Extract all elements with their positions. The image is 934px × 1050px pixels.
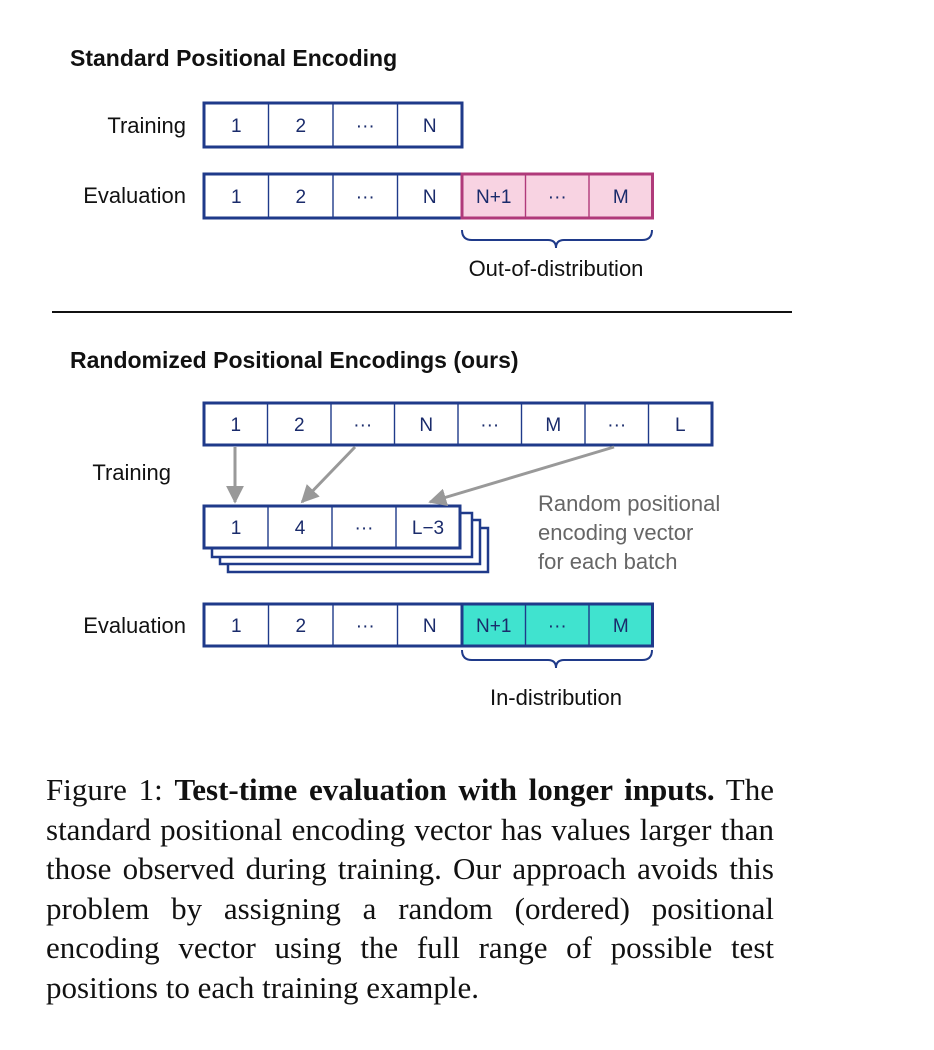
out-of-distribution-brace bbox=[462, 230, 652, 248]
full-range-cell: ··· bbox=[480, 415, 500, 436]
standard-training-cell: ··· bbox=[355, 116, 375, 137]
arrow-2-to-4 bbox=[302, 447, 355, 502]
in-distribution-brace bbox=[462, 650, 652, 668]
note-line-3: for each batch bbox=[538, 549, 678, 574]
randomized-evaluation-sequence bbox=[204, 604, 462, 646]
full-range-cell: 1 bbox=[230, 415, 242, 436]
out-of-distribution-label: Out-of-distribution bbox=[468, 256, 644, 281]
standard-extra-cell: N+1 bbox=[476, 187, 512, 208]
caption-body: The standard positional encoding vector has values larger than those observed during training. Our approach avoids this problem by assigning a random (ordered) positional encoding vector using the full range of possible test positions to each training example. bbox=[46, 772, 774, 1005]
standard-evaluation-sequence bbox=[204, 174, 462, 218]
randomized-evaluation-label: Evaluation bbox=[83, 613, 186, 638]
full-range-sequence bbox=[204, 403, 712, 445]
standard-training-label: Training bbox=[107, 113, 186, 138]
standard-training-sequence bbox=[204, 103, 462, 147]
full-range-cell: M bbox=[545, 415, 562, 436]
randomized-extra-cell: ··· bbox=[547, 616, 567, 637]
randomized-evaluation-cell: ··· bbox=[355, 616, 375, 637]
standard-evaluation-cell: 1 bbox=[230, 187, 242, 208]
note-line-1: Random positional bbox=[538, 491, 721, 516]
sampled-cell: ··· bbox=[354, 518, 374, 539]
randomized-training-label: Training bbox=[92, 460, 171, 485]
caption-bold: Test-time evaluation with longer inputs. bbox=[174, 772, 715, 807]
standard-extra-cell: ··· bbox=[547, 187, 567, 208]
randomized-extra-cell: N+1 bbox=[476, 616, 512, 637]
standard-evaluation-label: Evaluation bbox=[83, 183, 186, 208]
full-range-cell: ··· bbox=[607, 415, 627, 436]
randomized-evaluation-cell: 1 bbox=[230, 616, 242, 637]
figure-caption bbox=[46, 770, 774, 1007]
note-line-2: encoding vector bbox=[538, 520, 694, 545]
sampled-sequence bbox=[204, 506, 460, 548]
full-range-cell: N bbox=[419, 415, 434, 436]
randomized-extra-cell: M bbox=[612, 616, 629, 637]
randomized-title: Randomized Positional Encodings (ours) bbox=[70, 347, 519, 373]
standard-training-cell: N bbox=[422, 116, 437, 137]
standard-out-of-distribution-cells bbox=[462, 174, 653, 218]
full-range-cell: ··· bbox=[353, 415, 373, 436]
sampled-cell: L−3 bbox=[411, 518, 445, 539]
standard-title: Standard Positional Encoding bbox=[70, 45, 398, 71]
standard-evaluation-cell: N bbox=[422, 187, 437, 208]
full-range-cell: 2 bbox=[293, 415, 305, 436]
standard-evaluation-cell: 2 bbox=[295, 187, 307, 208]
standard-evaluation-cell: ··· bbox=[355, 187, 375, 208]
sampled-cell: 4 bbox=[294, 518, 306, 539]
standard-extra-cell: M bbox=[612, 187, 629, 208]
randomized-evaluation-cell: N bbox=[422, 616, 437, 637]
randomized-evaluation-cell: 2 bbox=[295, 616, 307, 637]
in-distribution-label: In-distribution bbox=[489, 685, 623, 710]
in-distribution-cells bbox=[462, 604, 653, 646]
sampled-cell: 1 bbox=[230, 518, 242, 539]
full-range-cell: L bbox=[674, 415, 686, 436]
standard-training-cell: 2 bbox=[295, 116, 307, 137]
caption-prefix: Figure 1: bbox=[46, 772, 175, 807]
standard-training-cell: 1 bbox=[230, 116, 242, 137]
